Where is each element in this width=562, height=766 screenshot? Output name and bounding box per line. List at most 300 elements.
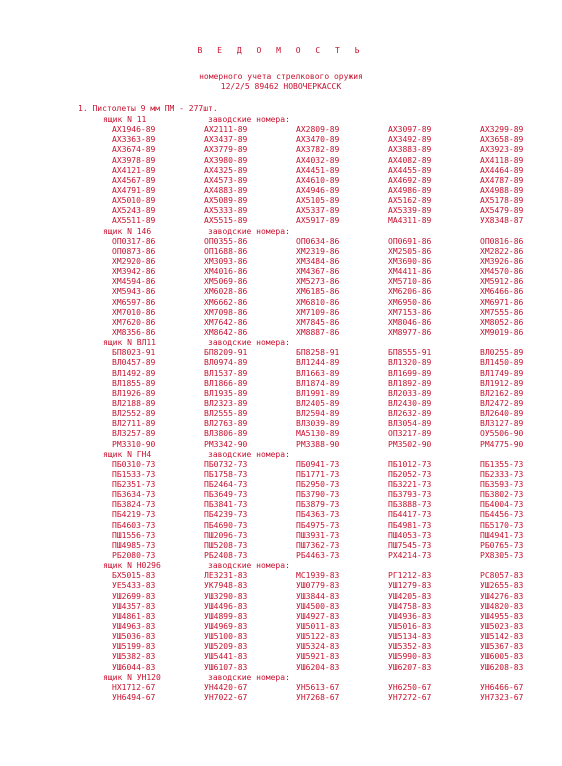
serial-row [0,369,562,379]
serial-number: УШ3844-83 [296,591,340,601]
serial-row [0,358,562,368]
serial-number: ХМ7153-86 [388,307,432,317]
serial-number: БП8555-91 [388,348,432,358]
serial-row [0,166,562,176]
serial-number: АХ4451-89 [296,165,340,175]
serial-row [0,531,562,541]
serial-row [0,287,562,297]
serial-number: ХМ4367-86 [296,267,340,277]
serial-number: ХМ2920-86 [112,256,156,266]
box-header [0,338,562,348]
serial-number: ВЛ0974-89 [204,358,248,368]
serial-row [0,267,562,277]
serial-number: ХМ6971-86 [480,297,524,307]
serial-numbers-label: заводские номера: [208,672,290,682]
serial-number: ХМ6810-86 [296,297,340,307]
serial-row [0,247,562,257]
serial-number: АХ3674-89 [112,145,156,155]
serial-number: ВЛ2430-89 [388,398,432,408]
serial-row [0,541,562,551]
serial-row [0,298,562,308]
serial-number: ХМ4594-86 [112,277,156,287]
serial-number: АХ4787-89 [480,175,524,185]
serial-numbers-label: заводские номера: [208,226,290,236]
serial-number: РМ4775-90 [480,439,524,449]
serial-number: УШ5367-83 [480,642,524,652]
serial-number: ПБ3593-73 [480,480,524,490]
serial-number: МА5130-89 [296,429,340,439]
serial-number: ПБ2464-73 [204,480,248,490]
serial-number: УШ6005-83 [480,652,524,662]
serial-number: РБ0765-73 [480,540,524,550]
serial-number: АХ3923-89 [480,145,524,155]
serial-number: ОП0873-86 [112,246,156,256]
serial-number: ПШ2096-73 [204,530,248,540]
serial-number: УШ4357-83 [112,601,156,611]
serial-number: ХМ5273-86 [296,277,340,287]
item-heading: 1. Пистолеты 9 мм ПМ - 277шт. [78,104,218,113]
serial-number: ПБ2333-73 [480,469,524,479]
serial-number: ПБ4417-73 [388,510,432,520]
serial-number: ПБ4239-73 [204,510,248,520]
serial-number: ВЛ3257-89 [112,429,156,439]
serial-row [0,500,562,510]
serial-number: УШ5016-83 [388,622,432,632]
serial-row [0,571,562,581]
serial-number: ХМ6028-86 [204,287,248,297]
serial-number: ХМ5069-86 [204,277,248,287]
serial-number: АХ5511-89 [112,216,156,226]
serial-row [0,510,562,520]
serial-row [0,429,562,439]
serial-number: ВЛ2640-89 [480,409,524,419]
serial-number: ВЛ1892-89 [388,378,432,388]
serial-row [0,693,562,703]
serial-number: УШ6207-83 [388,662,432,672]
serial-number: УШ4205-83 [388,591,432,601]
serial-row [0,216,562,226]
serial-number: ХМ5710-86 [388,277,432,287]
serial-row [0,135,562,145]
serial-number: УШ5142-83 [480,632,524,642]
serial-number: ВЛ1320-89 [388,358,432,368]
serial-number: ВЛ1874-89 [296,378,340,388]
serial-row [0,156,562,166]
serial-number: ПБ4363-73 [296,510,340,520]
serial-number: ПШ1556-73 [112,530,156,540]
serial-number: ХМ3093-86 [204,256,248,266]
serial-row [0,602,562,612]
serial-number: ХМ6466-86 [480,287,524,297]
serial-number: БХ5015-83 [112,571,156,581]
box-label: ящик N УН120 [103,672,161,682]
serial-row [0,328,562,338]
serial-number: ВЛ3127-89 [480,419,524,429]
serial-number: ХМ5943-86 [112,287,156,297]
serial-row [0,683,562,693]
serial-row [0,379,562,389]
serial-number: УШ4927-83 [296,611,340,621]
box-header [0,673,562,683]
serial-row [0,348,562,358]
box-header [0,561,562,571]
serial-number: УШ4969-83 [204,622,248,632]
serial-row [0,470,562,480]
document-title: В Е Д О М О С Т Ь [197,46,365,55]
serial-number: ХМ7845-86 [296,317,340,327]
serial-number: УН7268-67 [296,693,340,703]
serial-number: ХМ5912-86 [480,277,524,287]
serial-number: АХ2809-89 [296,125,340,135]
serial-number: ХМ7642-86 [204,317,248,327]
serial-number: АХ5162-89 [388,196,432,206]
serial-number: УН7022-67 [204,693,248,703]
document-subtitle-line2: 12/2/5 89462 НОВОЧЕРКАССК [220,82,342,91]
serial-number: ПБ3649-73 [204,490,248,500]
serial-numbers-label: заводские номера: [208,338,290,348]
serial-number: ПБ3824-73 [112,500,156,510]
serial-numbers-label: заводские номера: [208,449,290,459]
serial-number: ПБ3793-73 [388,490,432,500]
serial-number: ХМ7109-86 [296,307,340,317]
serial-number: УШ5324-83 [296,642,340,652]
serial-row [0,176,562,186]
serial-number: БП8023-91 [112,348,156,358]
serial-number: ХМ6206-86 [388,287,432,297]
serial-number: ХМ2319-86 [296,246,340,256]
serial-number: АХ5010-89 [112,196,156,206]
serial-row [0,592,562,602]
serial-number: ХМ6185-86 [296,287,340,297]
serial-number: УШ5134-83 [388,632,432,642]
serial-row [0,277,562,287]
serial-number: МС1939-83 [296,571,340,581]
serial-number: ХМ6597-86 [112,297,156,307]
serial-number: ПБ2351-73 [112,480,156,490]
box-header [0,227,562,237]
serial-number: АХ4032-89 [296,155,340,165]
serial-number: УШ4899-83 [204,611,248,621]
serial-number: ПБ5170-73 [480,520,524,530]
serial-number: БП8209-91 [204,348,248,358]
serial-number: ПБ0732-73 [204,459,248,469]
serial-number: УШ5441-83 [204,652,248,662]
serial-number: АХ5339-89 [388,206,432,216]
serial-number: УШ5990-83 [388,652,432,662]
serial-number: ВЛ2033-89 [388,388,432,398]
serial-number: ВЛ2188-89 [112,398,156,408]
serial-number: РМ3502-90 [388,439,432,449]
serial-number: ВЛ1699-89 [388,368,432,378]
serial-row [0,389,562,399]
serial-number: УШ4963-83 [112,622,156,632]
serial-number-list [0,115,562,703]
serial-number: ПБ1012-73 [388,459,432,469]
serial-number: УШ6208-83 [480,662,524,672]
serial-number: ВЛ3806-89 [204,429,248,439]
serial-number: ХМ4570-86 [480,267,524,277]
serial-numbers-label: заводские номера: [208,561,290,571]
serial-number: ВЛ1935-89 [204,388,248,398]
serial-number: ПБ4690-73 [204,520,248,530]
serial-number: ВЛ1492-89 [112,368,156,378]
document-subtitle-line1: номерного учета стрелкового оружия [199,72,363,81]
serial-number: ОП0816-86 [480,236,524,246]
serial-number: УШ6204-83 [296,662,340,672]
serial-number: УШ6044-83 [112,662,156,672]
serial-number: РГ1212-83 [388,571,432,581]
box-label: ящик N 146 [103,226,152,236]
serial-number: ОП3217-89 [388,429,432,439]
serial-number: АХ5243-89 [112,206,156,216]
serial-number: ПШ4985-73 [112,540,156,550]
box-label: ящик N ГН4 [103,449,152,459]
serial-number: УШ4496-83 [204,601,248,611]
serial-row [0,237,562,247]
serial-number: ХМ8052-86 [480,317,524,327]
serial-number: АХ3658-89 [480,135,524,145]
serial-number: ПБ1758-73 [204,469,248,479]
serial-row [0,490,562,500]
serial-number: ВЛ1537-89 [204,368,248,378]
serial-number: АХ3980-89 [204,155,248,165]
serial-number: УШ2699-83 [112,591,156,601]
serial-number: АХ4573-89 [204,175,248,185]
serial-row [0,399,562,409]
serial-number: ВЛ1912-89 [480,378,524,388]
serial-number: ВЛ1749-89 [480,368,524,378]
serial-number: АХ4121-89 [112,165,156,175]
serial-number: АХ4118-89 [480,155,524,165]
serial-number: УШ4276-83 [480,591,524,601]
serial-number: ОП0634-86 [296,236,340,246]
serial-number: УН7323-67 [480,693,524,703]
serial-number: ВЛ2405-89 [296,398,340,408]
serial-number: ПБ3802-73 [480,490,524,500]
serial-number: АХ4791-89 [112,185,156,195]
serial-number: ВЛ0255-89 [480,348,524,358]
serial-number: ХМ8642-86 [204,327,248,337]
serial-number: УШ3290-83 [204,591,248,601]
serial-number: ПБ0310-73 [112,459,156,469]
serial-number: УЕ5433-83 [112,581,156,591]
serial-number: АХ2111-89 [204,125,248,135]
serial-number: УН6250-67 [388,682,432,692]
serial-row [0,460,562,470]
serial-number: ПБ3790-73 [296,490,340,500]
serial-number: АХ1946-89 [112,125,156,135]
serial-number: УШ4820-83 [480,601,524,611]
serial-number: ПБ3841-73 [204,500,248,510]
serial-number: ВЛ3039-89 [296,419,340,429]
serial-row [0,652,562,662]
serial-number: АХ4567-89 [112,175,156,185]
serial-number: АХ5089-89 [204,196,248,206]
serial-number: ВЛ2711-89 [112,419,156,429]
serial-number: УШ4758-83 [388,601,432,611]
serial-number: ПБ4981-73 [388,520,432,530]
serial-row [0,125,562,135]
serial-number: УШ6107-83 [204,662,248,672]
serial-number: ХМ8887-86 [296,327,340,337]
serial-number: УШ5122-83 [296,632,340,642]
serial-number: ВЛ3054-89 [388,419,432,429]
serial-number: ОП0355-86 [204,236,248,246]
serial-number: АХ3779-89 [204,145,248,155]
box-label: ящик N 11 [103,115,147,124]
serial-number: УШ5036-83 [112,632,156,642]
serial-number: ХМ7098-86 [204,307,248,317]
serial-row [0,318,562,328]
serial-number: ВЛ2162-89 [480,388,524,398]
serial-number: ХМ7010-86 [112,307,156,317]
box-label: ящик N ВЛ11 [103,338,156,348]
serial-number: ЛЕ3231-83 [204,571,248,581]
serial-number: ВЛ2555-89 [204,409,248,419]
serial-number: АХ4988-89 [480,185,524,195]
box-header [0,450,562,460]
serial-number: ВЛ2323-89 [204,398,248,408]
serial-number: ХМ2822-86 [480,246,524,256]
serial-row [0,642,562,652]
serial-number: УШ5921-83 [296,652,340,662]
serial-number: АХ4883-89 [204,185,248,195]
serial-number: РС8057-83 [480,571,524,581]
serial-number: МА4311-89 [388,216,432,226]
serial-number: ПШ7362-73 [296,540,340,550]
serial-number: УШ5100-83 [204,632,248,642]
serial-number: ХМ7620-86 [112,317,156,327]
serial-number: УН4420-67 [204,682,248,692]
serial-number: ОП0317-86 [112,236,156,246]
serial-row [0,186,562,196]
serial-number: УШ4500-83 [296,601,340,611]
serial-number: РБ4463-73 [296,551,340,561]
serial-number: ОП0691-86 [388,236,432,246]
serial-number: УХ8348-87 [480,216,524,226]
serial-number: ХМ3926-86 [480,256,524,266]
serial-row [0,663,562,673]
serial-number: ВЛ0457-89 [112,358,156,368]
serial-number: УШ5209-83 [204,642,248,652]
serial-number: АХ3470-89 [296,135,340,145]
serial-number: ХМ4016-86 [204,267,248,277]
serial-number: ВЛ2594-89 [296,409,340,419]
serial-number: РМ3342-90 [204,439,248,449]
serial-number: ПБ2950-73 [296,480,340,490]
serial-number: ХМ3942-86 [112,267,156,277]
serial-number: АХ5515-89 [204,216,248,226]
serial-number: АХ4464-89 [480,165,524,175]
serial-number: УШ1279-83 [388,581,432,591]
serial-number: АХ5479-89 [480,206,524,216]
serial-number: АХ3782-89 [296,145,340,155]
serial-number: ВЛ1450-89 [480,358,524,368]
serial-number: ХМ7555-86 [480,307,524,317]
serial-number: ХМ8356-86 [112,327,156,337]
serial-number: ПБ4219-73 [112,510,156,520]
serial-number: УШ5382-83 [112,652,156,662]
serial-number: ПБ1533-73 [112,469,156,479]
serial-row [0,581,562,591]
serial-number: ПБ1355-73 [480,459,524,469]
serial-number: УШ0779-83 [296,581,340,591]
serial-number: ПШ4941-73 [480,530,524,540]
serial-row [0,419,562,429]
serial-number: ВЛ1991-89 [296,388,340,398]
serial-number: УН6494-67 [112,693,156,703]
serial-number: ПБ3634-73 [112,490,156,500]
serial-number: РМ3388-90 [296,439,340,449]
serial-number: АХ5917-89 [296,216,340,226]
serial-number: ПБ3879-73 [296,500,340,510]
serial-number: РБ2408-73 [204,551,248,561]
serial-number: УШ4861-83 [112,611,156,621]
serial-row [0,551,562,561]
serial-row [0,521,562,531]
serial-number: АХ4455-89 [388,165,432,175]
serial-number: ПБ4004-73 [480,500,524,510]
serial-number: АХ3978-89 [112,155,156,165]
serial-number: ПШ5208-73 [204,540,248,550]
serial-row [0,145,562,155]
serial-number: ХМ8977-86 [388,327,432,337]
serial-number: АХ3883-89 [388,145,432,155]
serial-number: АХ5178-89 [480,196,524,206]
serial-number: УШ5199-83 [112,642,156,652]
serial-number: ВЛ2472-89 [480,398,524,408]
serial-number: ПШ7545-73 [388,540,432,550]
serial-number: АХ3363-89 [112,135,156,145]
serial-number: ПШ3931-73 [296,530,340,540]
serial-number: АХ4946-89 [296,185,340,195]
serial-number: АХ4610-89 [296,175,340,185]
serial-number: ВЛ1866-89 [204,378,248,388]
serial-number: АХ4692-89 [388,175,432,185]
serial-number: УШ5023-83 [480,622,524,632]
serial-number: ХМ3690-86 [388,256,432,266]
serial-number: УШ4955-83 [480,611,524,621]
serial-number: РБ2080-73 [112,551,156,561]
serial-number: АХ4986-89 [388,185,432,195]
serial-row [0,480,562,490]
serial-number: УН5613-67 [296,682,340,692]
serial-number: РМ3310-90 [112,439,156,449]
box-label: ящик N Н0296 [103,561,161,571]
serial-row [0,632,562,642]
serial-number: УН6466-67 [480,682,524,692]
serial-number: ВЛ1926-89 [112,388,156,398]
serial-number: УШ2655-83 [480,581,524,591]
serial-number: АХ3299-89 [480,125,524,135]
serial-numbers-label: заводские номера: [208,115,290,124]
serial-number: АХ3097-89 [388,125,432,135]
serial-number: ВЛ1244-89 [296,358,340,368]
serial-number: АХ5105-89 [296,196,340,206]
serial-number: ХМ6950-86 [388,297,432,307]
serial-number: ВЛ1663-89 [296,368,340,378]
serial-number: АХ4325-89 [204,165,248,175]
serial-number: АХ3492-89 [388,135,432,145]
box-header [0,115,562,125]
serial-row [0,622,562,632]
serial-number: НХ1712-67 [112,682,156,692]
serial-number: ХМ2505-86 [388,246,432,256]
serial-number: АХ5337-89 [296,206,340,216]
serial-number: ПШ4053-73 [388,530,432,540]
serial-row [0,612,562,622]
serial-row [0,440,562,450]
